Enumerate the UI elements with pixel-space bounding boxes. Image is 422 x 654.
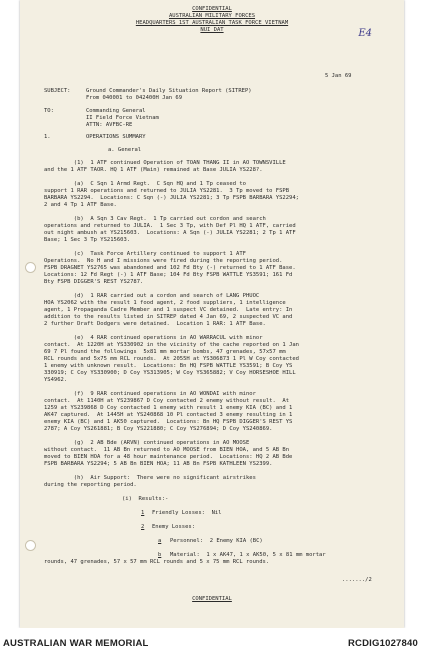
enemy-losses: Enemy Losses: [152, 524, 196, 530]
results-number: 2 [141, 524, 145, 530]
paragraph-line: Bty FSPB DIGGER'S REST YS2787. [44, 279, 144, 285]
location: NUI DAT [200, 27, 224, 33]
results-heading: (i) Results:- [122, 496, 169, 502]
classification-bottom: CONFIDENTIAL [192, 596, 232, 602]
organisation: AUSTRALIAN MILITARY FORCES [168, 13, 256, 19]
to-line: Commanding General [86, 108, 146, 114]
results-number: 1 [141, 510, 145, 516]
paragraph-line: agent, 1 Propaganda Cadre Member and 1 suspect VC detained. Late entry: In [44, 307, 293, 313]
paragraph-line: YS4962. [44, 377, 68, 383]
paragraph-line: (f) 9 RAR continued operations in AO WONDAI with minor [44, 391, 256, 397]
paragraph-line: (a) C Sqn 1 Armd Regt. C Sqn HQ and 1 Tp ceased to [44, 181, 246, 187]
paragraph-line: BARBARA YS2294. Locations: C Sqn (-) JULIA YS2281; 3 Tp FSPB BARBARA YS2294; [44, 195, 299, 201]
paragraph-line: and the 1 ATF TAOR. HQ 1 ATF (Main) remained at Base JULIA YS228?. [44, 167, 263, 173]
handwritten-reference: E4 [358, 28, 372, 39]
classification-top: CONFIDENTIAL [192, 6, 232, 12]
paragraph-line: 2 further Draft Dodgers were detained. Location 1 RAR: 1 ATF Base. [44, 321, 266, 327]
subject-label: SUBJECT: [44, 88, 71, 94]
paragraph-line: contact. At 1220H at YS330902 in the vicinity of the cache reported on 1 Jan [44, 342, 299, 348]
continued-marker: ......./2 [342, 577, 372, 583]
paragraph-line: addition to the results listed in SITREP dated 4 Jan 69, 2 suspected VC and [44, 314, 293, 320]
paragraph-line: Operations. No H and I missions were fired during the reporting period. [44, 258, 283, 264]
punch-hole [25, 262, 36, 273]
paragraph-line: 2787; A Coy YS261881; B Coy YS221880; C Coy YS276894; D Coy YS240869. [44, 426, 273, 432]
paragraph-line: without contact. 11 AB Bn returned to AO MOOSE from BIEN HOA, and 5 AB Bn [44, 447, 290, 453]
paragraph-line: 330919; C Coy YS330900; D Coy YS313905; W Coy YS365882; V Coy HORSESHOE HILL [44, 370, 296, 376]
paragraph-line: enemy KIA (BC) and 1 AK50 captured. Locations: Bn HQ FSPB DIGGER'S REST YS [44, 419, 293, 425]
to-label: TO: [44, 108, 54, 114]
paragraph-line: RCL rounds and 5x75 mm RCL rounds. At 2055H at YS306873 1 Pl W Coy contacted [44, 356, 299, 362]
paragraph-line: (c) Task Force Artillery continued to support 1 ATF [44, 251, 246, 257]
paragraph-line: (d) 1 RAR carried out a cordon and search of LANG PHUOC [44, 293, 260, 299]
material-losses-cont: rounds, 47 grenades, 57 x 57 mm RCL rounds and 5 x 75 mm RCL rounds. [44, 559, 270, 565]
report-date: 5 Jan 69 [325, 73, 352, 79]
paragraph-line: Base; 1 Sec 3 Tp YS215603. [44, 237, 131, 243]
punch-hole [25, 540, 36, 551]
archive-name: AUSTRALIAN WAR MEMORIAL [3, 638, 149, 649]
paragraph-line: (e) 4 RAR continued operations in AO WARRACUL with minor [44, 335, 263, 341]
paragraph-line: HOA YS2062 with the result 1 food agent, 2 food suppliers, 1 intelligence [44, 300, 286, 306]
to-line: II Field Force Vietnam [86, 115, 159, 121]
subject-line: Ground Commander's Daily Situation Report (SITREP) [86, 88, 252, 94]
paragraph-line: (1) 1 ATF continued Operation of TOAN THANG II in AO TOWNSVILLE [44, 160, 286, 166]
archive-footer [0, 628, 422, 654]
to-line: ATTN: AVFBC-RE [86, 122, 133, 128]
paragraph-line: 69 7 Pl found the followings 5x81 mm mortar bombs, 47 grenades, 57x57 mm [44, 349, 286, 355]
document-page [20, 0, 404, 628]
archive-reference: RCDIG1027840 [348, 638, 418, 649]
paragraph-line: operations and returned to JULIA. 1 Sec 3 Tp, with Def Pl HQ 1 ATF, carried [44, 223, 296, 229]
paragraph-line: FSPB DRAGNET YS2765 was abandoned and 102 Fd Bty (-) returned to 1 ATF Base. [44, 265, 296, 271]
paragraph-line: out night ambush at YS215603. Locations: A Sqn (-) JULIA YS2281; 2 Tp 1 ATF [44, 230, 296, 236]
paragraph-line: contact. At 1140H at YS239867 D Coy contacted 2 enemy without result. At [44, 398, 290, 404]
paragraph-line: 1259 at YS239868 D Coy contacted 1 enemy with result 1 enemy KIA (BC) and 1 [44, 405, 293, 411]
item-number: 1. [44, 134, 51, 140]
paragraph-line: FSPB BARBARA YS2294; 5 AB Bn BIEN HOA; 11 AB Bn FSPB KATHLEEN YS2399. [44, 461, 273, 467]
item-title: OPERATIONS SUMMARY [86, 134, 146, 140]
paragraph-line: (h) Air Support: There were no significant airstrikes [44, 475, 256, 481]
paragraph-line: (g) 2 AB Bde (ARVN) continued operations in AO MOOSE [44, 440, 250, 446]
paragraph-line: moved to BIEN HOA for a 48 hour maintenance period. Locations: HQ 2 AB Bde [44, 454, 293, 460]
paragraph-line: 1 enemy with unknown result. Locations: Bn HQ FSPB WATTLE YS3591; B Coy YS [44, 363, 293, 369]
sub-heading: a. General [108, 147, 142, 153]
paragraph-line: Locations: 12 Fd Regt (-) 1 ATF Base; 104 Fd Bty FSPB WATTLE YS3591; 161 Fd [44, 272, 293, 278]
results-letter: a [158, 538, 162, 544]
paragraph-line: support 1 RAR operations and returned to JULIA YS2281. 3 Tp moved to FSPB [44, 188, 290, 194]
paragraph-line: 2 and 4 Tp 1 ATF Base. [44, 202, 117, 208]
subject-line: From 040001 to 042400H Jan 69 [86, 95, 183, 101]
paragraph-line: during the reporting period. [44, 482, 137, 488]
material-losses: Material: 1 x AK47, 1 x AK50, 5 x 81 mm mortar [170, 552, 326, 558]
friendly-losses: Friendly Losses: Nil [152, 510, 222, 516]
personnel-losses: Personnel: 2 Enemy KIA (BC) [170, 538, 263, 544]
headquarters: HEADQUARTERS 1ST AUSTRALIAN TASK FORCE VIETNAM [135, 20, 289, 26]
paragraph-line: AK47 captured. At 1445H at YS240868 10 Pl contacted 3 enemy resulting in 1 [44, 412, 293, 418]
results-letter: b [158, 552, 162, 558]
paragraph-line: (b) A Sqn 3 Cav Regt. 1 Tp carried out cordon and search [44, 216, 266, 222]
